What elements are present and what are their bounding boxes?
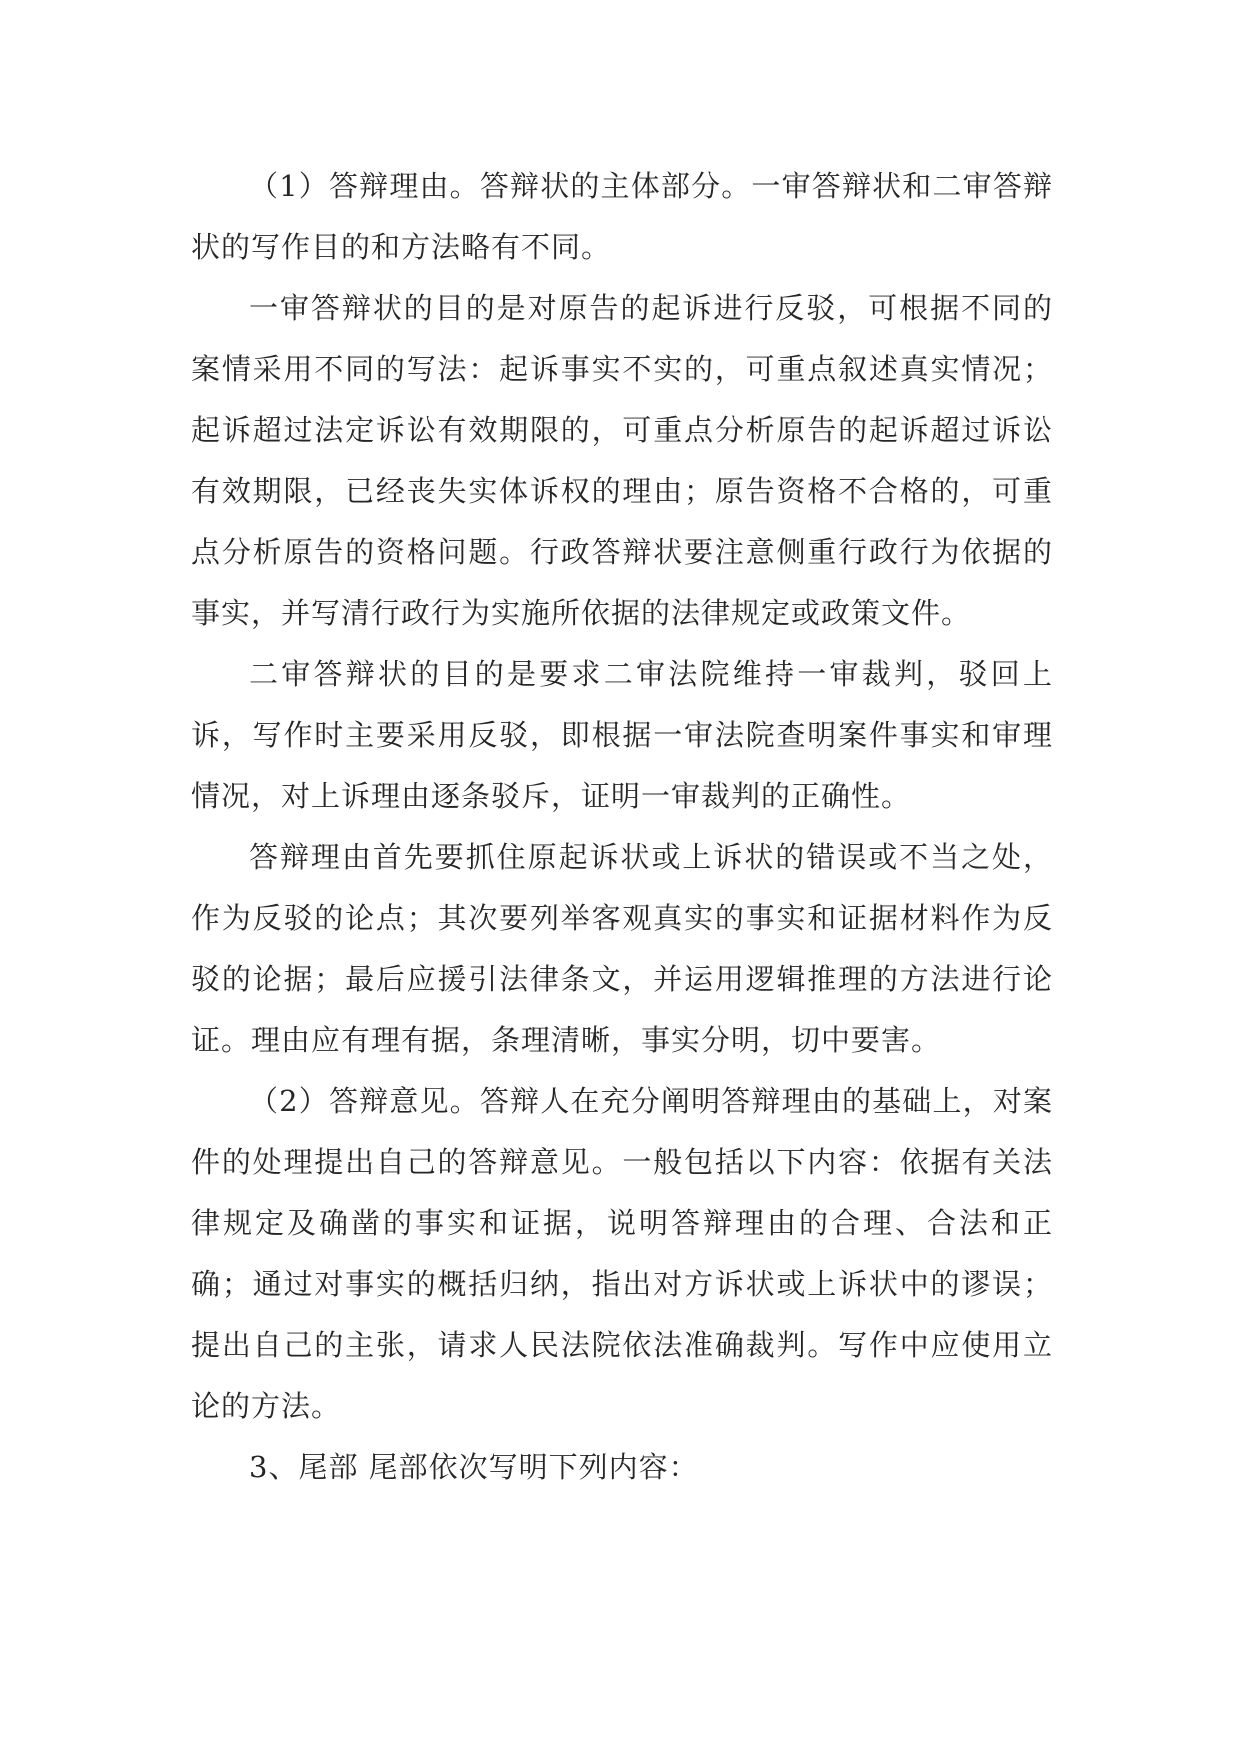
paragraph-defense-opinion: （2）答辩意见。答辩人在充分阐明答辩理由的基础上，对案件的处理提出自己的答辩意见。一般包括以下内容：依据有关法律规定及确凿的事实和证据，说明答辩理由的合理、合法和正确；通过对事实的概括归纳，指出对方诉状或上诉状中的谬误；提出自己的主张，请求人民法院依法准确裁判。写作中应使用立论的方法。 (191, 1084, 1053, 1423)
paragraph-reasoning-method: 答辩理由首先要抓住原起诉状或上诉状的错误或不当之处，作为反驳的论点；其次要列举客观真实的事实和证据材料作为反驳的论据；最后应援引法律条文，并运用逻辑推理的方法进行论证。理由应有理有据，条理清晰，事实分明，切中要害。 (191, 840, 1053, 1057)
paragraph-second-instance: 二审答辩状的目的是要求二审法院维持一审裁判，驳回上诉，写作时主要采用反驳，即根据一审法院查明案件事实和审理情况，对上诉理由逐条驳斥，证明一审裁判的正确性。 (191, 657, 1053, 813)
paragraph-defense-reasons: （1）答辩理由。答辩状的主体部分。一审答辩状和二审答辩状的写作目的和方法略有不同。 (191, 169, 1053, 264)
paragraph-first-instance: 一审答辩状的目的是对原告的起诉进行反驳，可根据不同的案情采用不同的写法：起诉事实不实的，可重点叙述真实情况；起诉超过法定诉讼有效期限的，可重点分析原告的起诉超过诉讼有效期限，已经丧失实体诉权的理由；原告资格不合格的，可重点分析原告的资格问题。行政答辩状要注意侧重行政行为依据的事实，并写清行政行为实施所依据的法律规定或政策文件。 (191, 291, 1053, 630)
document-body (191, 156, 1053, 1498)
paragraph-ending-section: 3、尾部 尾部依次写明下列内容： (249, 1450, 699, 1484)
